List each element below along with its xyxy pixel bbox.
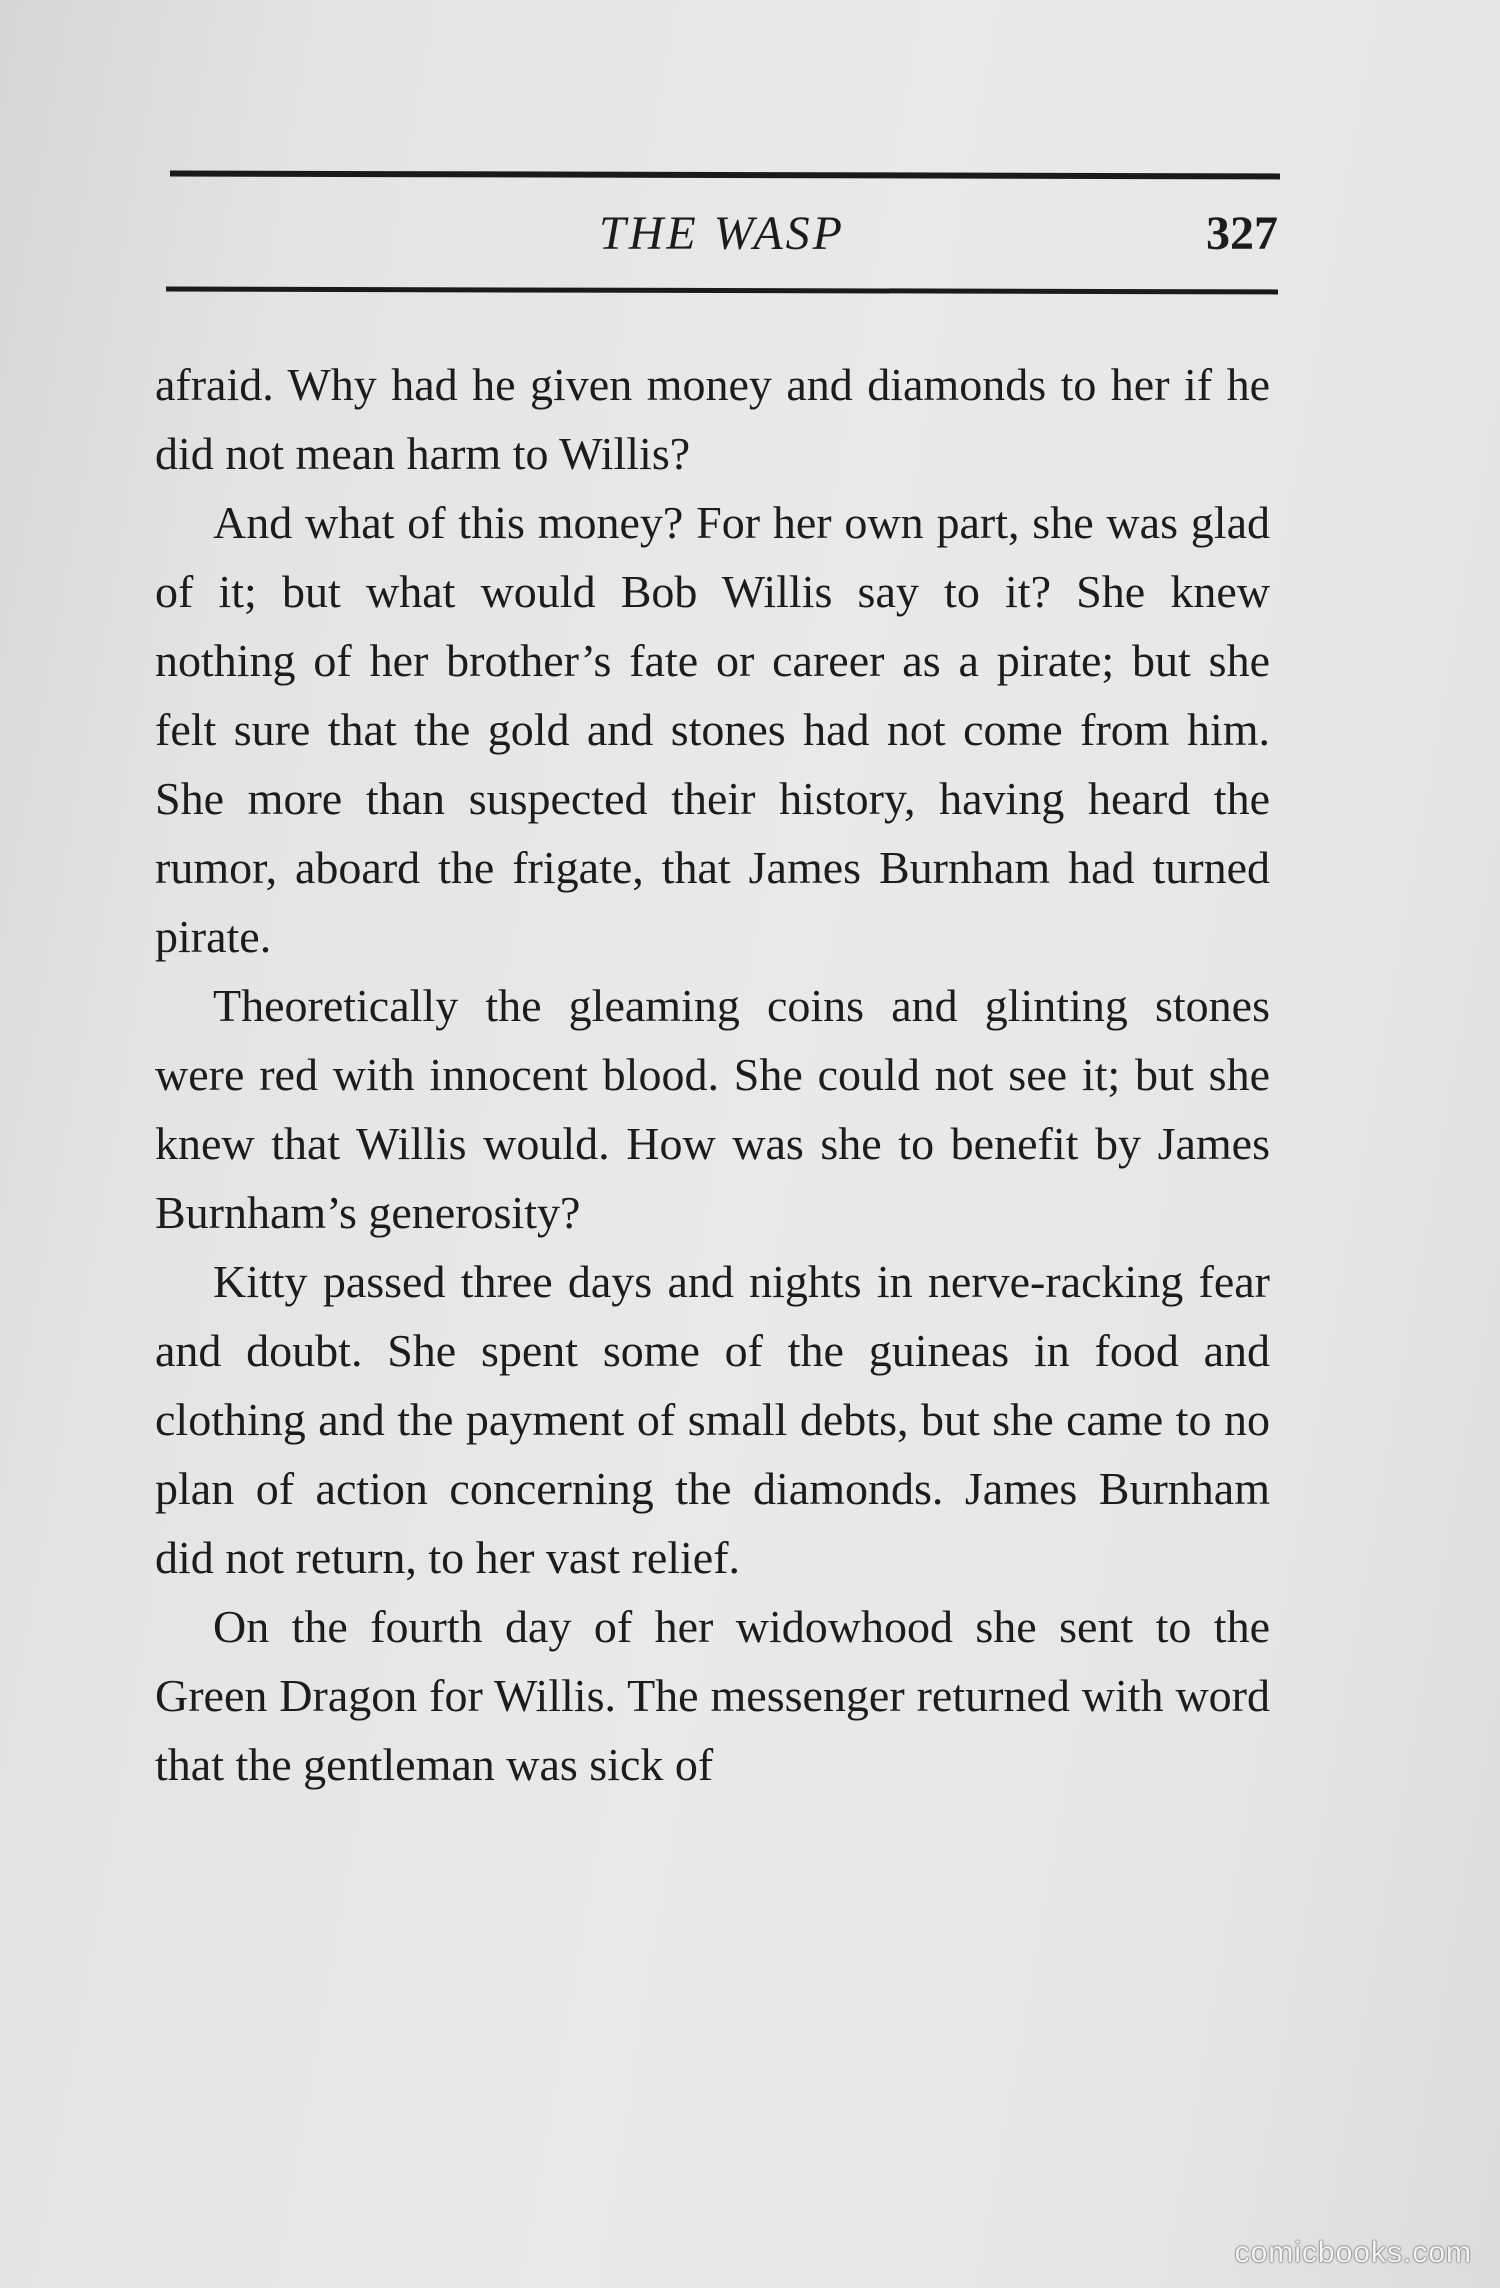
page-number: 327	[1206, 207, 1278, 260]
paragraph-continued: afraid. Why had he given money and diamonds to her if he did not mean harm to Willis?	[155, 359, 1270, 479]
paragraph: And what of this money? For her own part, she was glad of it; but what would Bob Willis say to it? She knew nothing of her brother’s fate or career as a pirate; but she felt sure that the gold and stones had not come from him. She more than suspected their history, having heard the rumor, aboard the frigate, that James Burnham had turned pirate.	[155, 497, 1270, 962]
running-head	[166, 198, 1278, 268]
paragraph: On the fourth day of her widowhood she sent to the Green Dragon for Willis. The messenger returned with word that the gentleman was sick of	[155, 1601, 1270, 1790]
watermark: comicbooks.com	[1234, 2236, 1472, 2269]
header-rule-top	[170, 171, 1280, 180]
header-rule-bottom	[166, 287, 1278, 295]
running-title: THE WASP	[599, 207, 845, 260]
body-text	[155, 350, 1270, 1799]
paragraph: Kitty passed three days and nights in nerve-racking fear and doubt. She spent some of the guineas in food and clothing and the payment of small debts, but she came to no plan of action concerning the diamonds. James Burnham did not return, to her vast relief.	[155, 1256, 1270, 1583]
paragraph: Theoretically the gleaming coins and glinting stones were red with innocent blood. She could not see it; but she knew that Willis would. How was she to benefit by James Burnham’s generosity?	[155, 980, 1270, 1238]
